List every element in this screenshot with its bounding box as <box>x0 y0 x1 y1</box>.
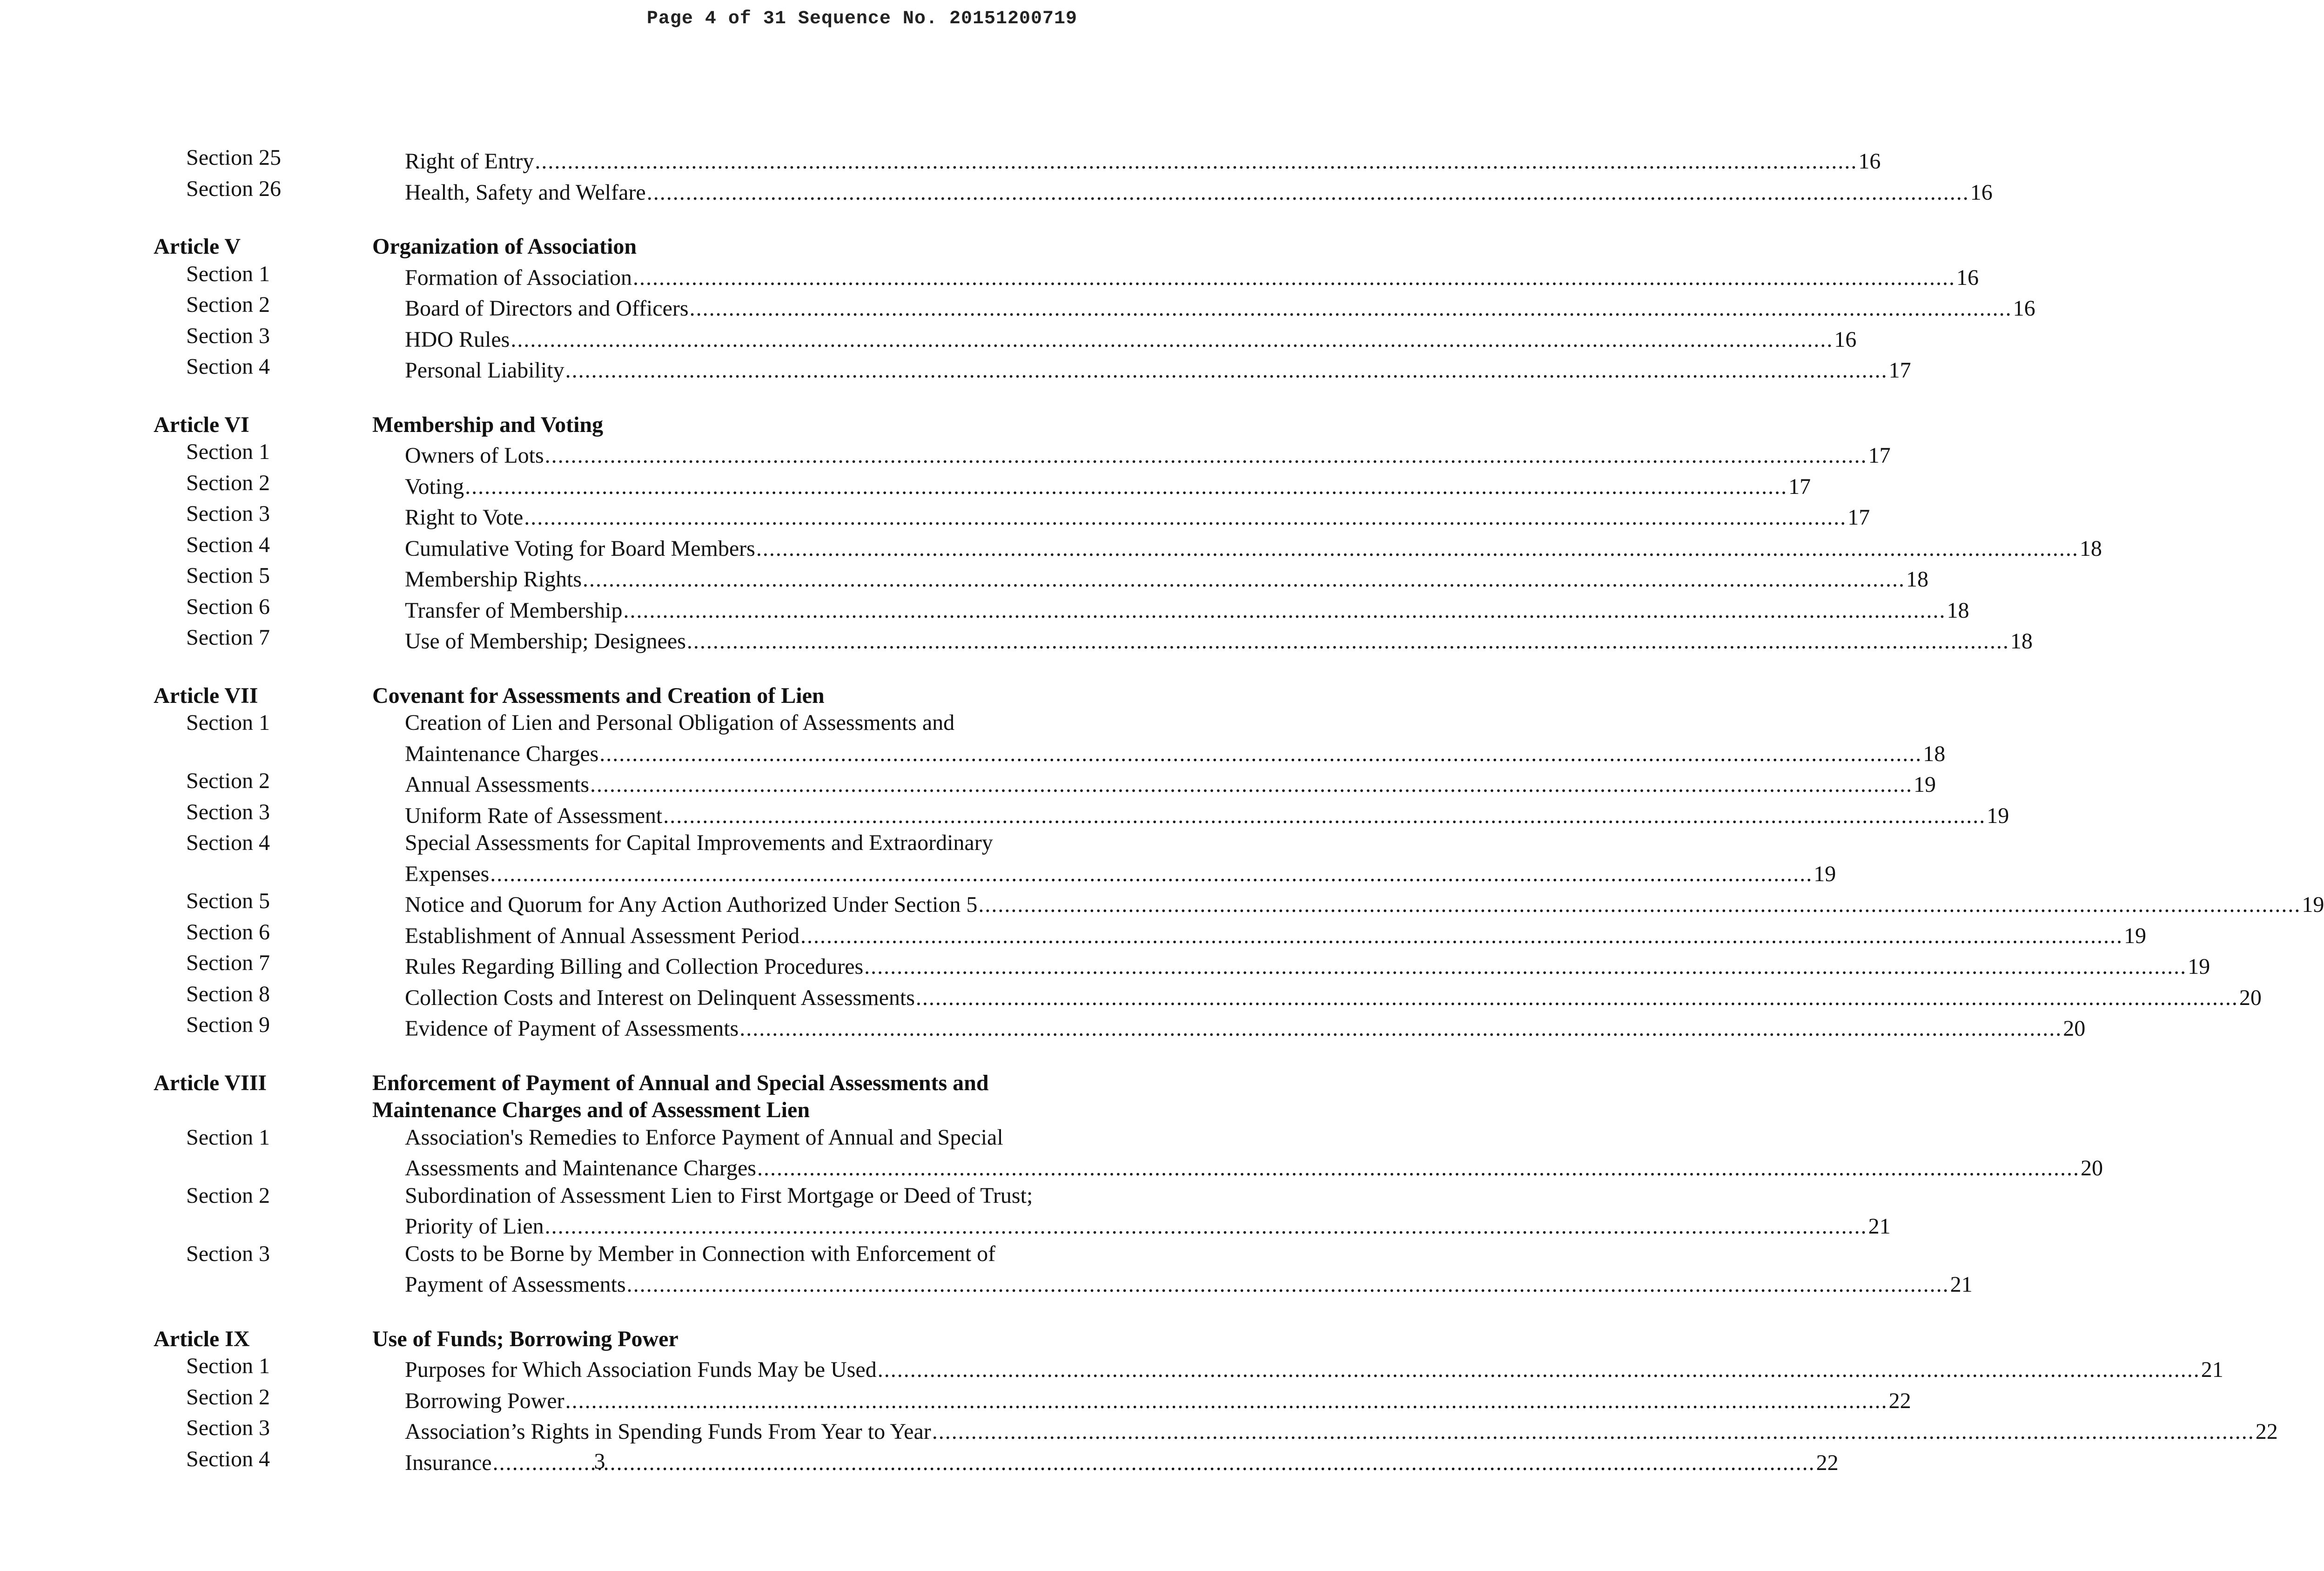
dot-leader <box>932 1418 2255 1446</box>
dot-leader <box>633 264 1955 292</box>
section-label: Section 1 <box>186 1354 270 1378</box>
entry-body <box>405 624 2033 655</box>
dot-leader <box>583 566 1905 593</box>
article-group <box>140 1070 2103 1299</box>
entry-body <box>405 981 2262 1012</box>
entry-page-number: 21 <box>1868 1214 1891 1239</box>
toc-entry <box>140 950 2210 981</box>
entry-page-number: 19 <box>1987 803 2009 828</box>
section-label: Section 3 <box>186 501 270 526</box>
article-title <box>372 682 1042 710</box>
toc-entry <box>140 1241 1973 1299</box>
dot-leader <box>524 504 1847 532</box>
entry-body <box>405 470 1811 501</box>
article-label: Article V <box>154 234 241 259</box>
toc-entry <box>140 624 2033 655</box>
section-label: Section 4 <box>186 830 270 855</box>
article-title-line: Use of Funds; Borrowing Power <box>372 1326 678 1351</box>
entry-page-number: 18 <box>1906 567 1928 592</box>
entry-page-number: 18 <box>2010 629 2033 654</box>
entry-page-number: 19 <box>1814 861 1836 886</box>
entry-page-number: 18 <box>1947 598 1969 623</box>
section-label: Section 2 <box>186 470 270 495</box>
toc-entry <box>140 888 2324 919</box>
section-label: Section 3 <box>186 1241 270 1266</box>
entry-page-number: 16 <box>2013 296 2035 321</box>
section-label: Section 4 <box>186 1446 270 1471</box>
entry-title: Cumulative Voting for Board Members <box>405 536 755 561</box>
entry-body <box>405 175 1993 207</box>
section-label: Section 6 <box>186 919 270 944</box>
entry-line <box>405 291 2035 323</box>
entry-title: Owners of Lots <box>405 443 544 468</box>
entry-title: Right of Entry <box>405 149 534 174</box>
toc-entry <box>140 261 1979 292</box>
entry-title-line: Subordination of Assessment Lien to First Mortgage or Deed of Trust; <box>405 1183 1033 1208</box>
entry-page-number: 17 <box>1847 505 1870 530</box>
entry-title: Maintenance Charges <box>405 741 599 766</box>
entry-page-number: 18 <box>1923 741 1946 766</box>
dot-leader <box>545 1213 1867 1241</box>
section-label: Section 5 <box>186 563 270 588</box>
section-label: Section 4 <box>186 354 270 379</box>
toc-entry <box>140 593 1969 625</box>
entry-line <box>405 737 1945 768</box>
article-title <box>372 1326 1042 1353</box>
entry-page-number: 21 <box>2201 1357 2223 1382</box>
entry-line <box>405 1415 2278 1446</box>
entry-title: Voting <box>405 474 464 499</box>
dot-leader <box>687 628 2009 655</box>
dot-leader <box>565 1388 1888 1415</box>
entry-page-number: 19 <box>2302 892 2324 917</box>
section-label: Section 2 <box>186 1384 270 1409</box>
article-heading <box>140 1070 1042 1124</box>
article-label: Article IX <box>154 1326 250 1351</box>
section-label: Section 3 <box>186 323 270 348</box>
entry-title-line: Special Assessments for Capital Improvements and Extraordinary <box>405 830 993 855</box>
top-sections-group <box>140 144 1993 206</box>
entry-title: Annual Assessments <box>405 772 589 797</box>
article-title-line: Covenant for Assessments and Creation of Lien <box>372 683 825 708</box>
entry-page-number: 19 <box>2188 954 2210 979</box>
dot-leader <box>565 357 1888 384</box>
entry-title: Use of Membership; Designees <box>405 629 686 654</box>
entry-title: Association’s Rights in Spending Funds From Year to Year <box>405 1419 931 1444</box>
dot-leader <box>510 326 1833 354</box>
entry-line <box>405 1268 1973 1299</box>
dot-leader <box>690 295 2012 323</box>
entry-page-number: 17 <box>1788 474 1811 499</box>
toc-entry <box>140 1182 1891 1241</box>
entry-line <box>405 919 2146 950</box>
entry-title: Expenses <box>405 861 490 886</box>
article-title-line: Enforcement of Payment of Annual and Special Assessments and <box>372 1070 989 1095</box>
entry-body <box>405 562 1928 593</box>
entry-line <box>405 593 1969 625</box>
dot-leader <box>590 771 1913 799</box>
entry-page-number: 16 <box>1834 327 1857 352</box>
entry-body <box>405 888 2324 919</box>
toc-entry <box>140 470 1811 501</box>
entry-body <box>405 438 1891 470</box>
entry-line <box>405 532 2102 563</box>
entry-page-number: 22 <box>2255 1419 2278 1444</box>
entry-line <box>405 624 2033 655</box>
dot-leader <box>663 802 1986 830</box>
entry-line <box>405 438 1891 470</box>
entry-page-number: 22 <box>1816 1450 1839 1475</box>
entry-title: Purposes for Which Association Funds May be Used <box>405 1357 877 1382</box>
dot-leader <box>623 597 1946 625</box>
entry-line <box>405 1011 2085 1043</box>
section-label: Section 1 <box>186 261 270 286</box>
toc-entry <box>140 323 1857 354</box>
entry-line <box>405 1384 1911 1415</box>
entry-line <box>405 768 1936 799</box>
article-heading <box>140 411 1042 439</box>
toc-entry <box>140 291 2035 323</box>
entry-title-line: Creation of Lien and Personal Obligation of Assessments and <box>405 710 955 735</box>
toc-entry <box>140 1384 1911 1415</box>
dot-leader <box>647 179 1969 207</box>
entry-page-number: 18 <box>2079 536 2102 561</box>
entry-body <box>405 323 1856 354</box>
article-title <box>372 1070 1042 1124</box>
section-label: Section 2 <box>186 769 270 793</box>
entry-line <box>405 950 2210 981</box>
section-label: Section 4 <box>186 532 270 557</box>
entry-title: Priority of Lien <box>405 1214 544 1239</box>
article-label: Article VII <box>154 683 258 708</box>
entry-line <box>405 1151 2103 1182</box>
entry-title: Uniform Rate of Assessment <box>405 803 663 828</box>
entry-title: Insurance <box>405 1450 492 1475</box>
entry-title: Board of Directors and Officers <box>405 296 689 321</box>
entry-title: Health, Safety and Welfare <box>405 180 646 205</box>
table-of-contents <box>140 144 2324 1504</box>
entry-body <box>405 950 2210 981</box>
entry-page-number: 20 <box>2063 1016 2086 1041</box>
dot-leader <box>916 984 2238 1012</box>
dot-leader <box>599 741 1922 768</box>
entry-page-number: 16 <box>1970 180 1993 205</box>
article-label: Article VIII <box>154 1070 267 1095</box>
section-label: Section 6 <box>186 594 270 619</box>
section-label: Section 3 <box>186 799 270 824</box>
entry-line <box>405 1209 1891 1241</box>
dot-leader <box>465 473 1787 501</box>
entry-title: Notice and Quorum for Any Action Authorized Under Section 5 <box>405 892 978 917</box>
entry-page-number: 20 <box>2239 985 2262 1010</box>
entry-body <box>405 1384 1911 1415</box>
toc-entry <box>140 1011 2086 1043</box>
dot-leader <box>800 923 2123 950</box>
toc-entry <box>140 919 2146 950</box>
dot-leader <box>490 861 1813 888</box>
entry-body <box>405 593 1969 625</box>
article-group <box>140 682 2324 1043</box>
entry-line <box>405 500 1870 532</box>
toc-entry <box>140 500 1870 532</box>
dot-leader <box>739 1015 2062 1043</box>
entry-body <box>405 709 1945 768</box>
entry-title: Personal Liability <box>405 358 564 383</box>
entry-line <box>405 470 1811 501</box>
toc-entry <box>140 175 1993 207</box>
entry-page-number: 19 <box>2123 923 2146 948</box>
section-label: Section 3 <box>186 1416 270 1440</box>
entry-line <box>405 888 2324 919</box>
toc-entry <box>140 353 1911 384</box>
dot-leader <box>545 442 1867 470</box>
entry-page-number: 16 <box>1956 265 1979 290</box>
section-label: Section 7 <box>186 625 270 650</box>
entry-body <box>405 1124 2103 1182</box>
entry-body <box>405 353 1911 384</box>
entry-body <box>405 1182 1891 1241</box>
entry-line <box>405 857 1836 888</box>
toc-entry <box>140 799 2009 830</box>
page-number: 3 <box>594 1449 605 1474</box>
entry-page-number: 17 <box>1888 358 1911 383</box>
section-label: Section 2 <box>186 1183 270 1208</box>
entry-title: Borrowing Power <box>405 1388 564 1413</box>
entry-body <box>405 799 2009 830</box>
article-title-line: Membership and Voting <box>372 412 604 437</box>
entry-title-line: Costs to be Borne by Member in Connection with Enforcement of <box>405 1241 996 1266</box>
entry-body <box>405 291 2035 323</box>
entry-title: Establishment of Annual Assessment Period <box>405 923 799 948</box>
section-label: Section 9 <box>186 1012 270 1037</box>
entry-page-number: 19 <box>1914 772 1936 797</box>
entry-title: Assessments and Maintenance Charges <box>405 1156 756 1180</box>
toc-entry <box>140 981 2262 1012</box>
entry-line <box>405 144 1881 175</box>
entry-body <box>405 1415 2278 1446</box>
toc-entry <box>140 1415 2278 1446</box>
toc-entry <box>140 709 1946 768</box>
entry-page-number: 17 <box>1868 443 1891 468</box>
article-heading <box>140 682 1042 710</box>
entry-line <box>405 1353 2223 1384</box>
section-label: Section 1 <box>186 439 270 464</box>
section-label: Section 1 <box>186 710 270 735</box>
section-label: Section 1 <box>186 1125 270 1150</box>
section-label: Section 8 <box>186 981 270 1006</box>
entry-title: Collection Costs and Interest on Delinquent Assessments <box>405 985 915 1010</box>
section-label: Section 7 <box>186 951 270 975</box>
toc-entry <box>140 438 1891 470</box>
entry-body <box>405 1241 1973 1299</box>
entry-line <box>405 175 1993 207</box>
entry-body <box>405 1011 2085 1043</box>
entry-page-number: 16 <box>1858 149 1881 174</box>
entry-body <box>405 1353 2223 1384</box>
article-title <box>372 411 1042 439</box>
entry-title: Right to Vote <box>405 505 524 530</box>
article-group <box>140 411 2102 655</box>
toc-entry <box>140 829 1836 888</box>
entry-body <box>405 500 1870 532</box>
entry-line <box>405 323 1856 354</box>
entry-title: Payment of Assessments <box>405 1272 626 1297</box>
dot-leader <box>878 1356 2200 1384</box>
entry-line <box>405 562 1928 593</box>
dot-leader <box>757 1155 2080 1182</box>
toc-entry <box>140 1353 2223 1384</box>
entry-title: Rules Regarding Billing and Collection Procedures <box>405 954 864 979</box>
entry-body <box>405 919 2146 950</box>
entry-body <box>405 768 1936 799</box>
entry-page-number: 22 <box>1888 1388 1911 1413</box>
entry-title-line: Association's Remedies to Enforce Payment of Annual and Special <box>405 1125 1003 1150</box>
entry-page-number: 21 <box>1950 1272 1973 1297</box>
dot-leader <box>535 148 1857 175</box>
entry-title: Membership Rights <box>405 567 582 592</box>
entry-title: Transfer of Membership <box>405 598 623 623</box>
page-header: Page 4 of 31 Sequence No. 20151200719 <box>646 8 1077 29</box>
section-label: Section 25 <box>186 145 281 170</box>
section-label: Section 2 <box>186 292 270 317</box>
dot-leader <box>756 535 2079 563</box>
toc-entry <box>140 532 2102 563</box>
article-title-line: Maintenance Charges and of Assessment Lien <box>372 1098 810 1122</box>
article-heading <box>140 1326 1042 1353</box>
toc-entry <box>140 1124 2103 1182</box>
entry-body <box>405 532 2102 563</box>
entry-title: Formation of Association <box>405 265 632 290</box>
dot-leader <box>627 1271 1949 1299</box>
entry-line <box>405 799 2009 830</box>
article-heading <box>140 233 1042 261</box>
entry-line <box>405 261 1979 292</box>
article-group <box>140 233 2035 384</box>
entry-body <box>405 261 1979 292</box>
entry-line <box>405 981 2262 1012</box>
entry-title: HDO Rules <box>405 327 510 352</box>
article-title-line: Organization of Association <box>372 234 637 259</box>
entry-line <box>405 353 1911 384</box>
toc-entry <box>140 768 1936 799</box>
section-label: Section 26 <box>186 176 281 201</box>
toc-entry <box>140 144 1881 175</box>
article-label: Article VI <box>154 412 249 437</box>
dot-leader <box>864 953 2187 981</box>
section-label: Section 5 <box>186 889 270 913</box>
dot-leader <box>978 891 2301 919</box>
entry-body <box>405 144 1881 175</box>
entry-body <box>405 829 1836 888</box>
entry-page-number: 20 <box>2080 1156 2103 1180</box>
toc-entry <box>140 562 1928 593</box>
entry-title: Evidence of Payment of Assessments <box>405 1016 739 1041</box>
article-title <box>372 233 1042 261</box>
